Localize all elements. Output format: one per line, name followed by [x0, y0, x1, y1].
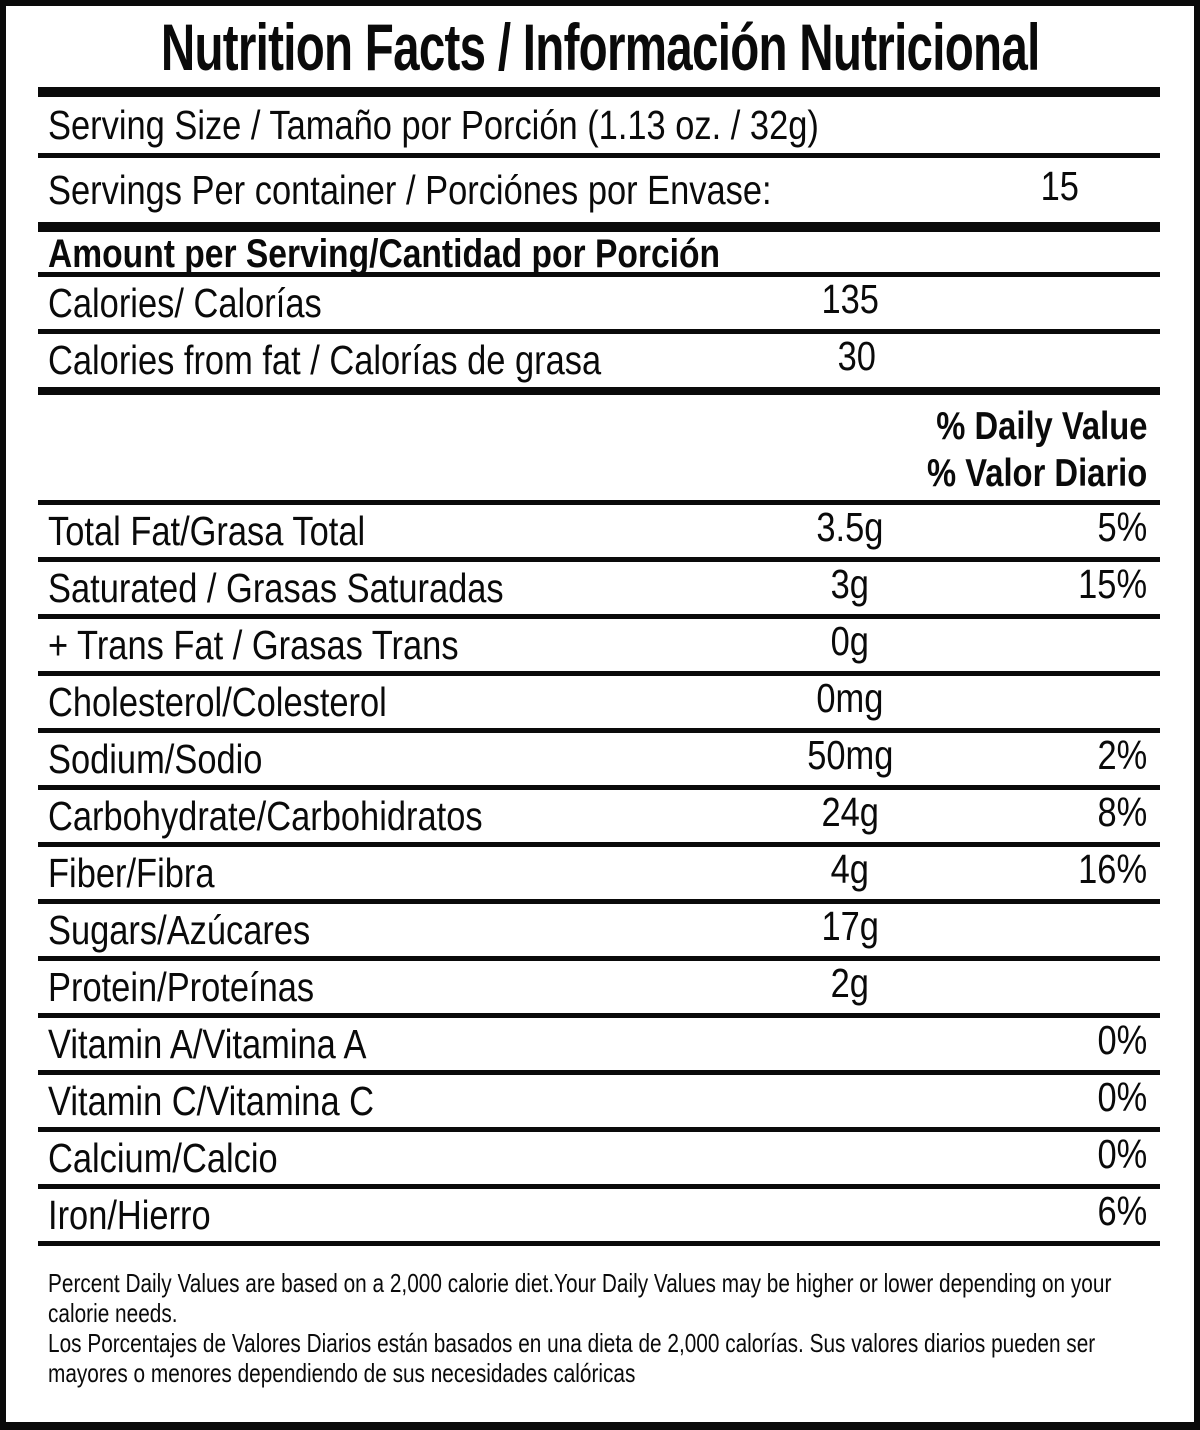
label-title: Nutrition Facts / Información Nutricional [160, 9, 1040, 84]
footnote-line: Percent Daily Values are based on a 2,000 calorie diet.Your Daily Values may be higher or lower depending on your [48, 1268, 1112, 1298]
nutrient-row [38, 1189, 1160, 1241]
nutrient-row [38, 505, 1160, 557]
calories-row [38, 277, 1160, 329]
footnote-line: calorie needs. [48, 1298, 178, 1328]
nutrient-label: Total Fat/Grasa Total [48, 507, 366, 554]
nutrient-amount: 3.5g [816, 503, 884, 550]
nutrient-daily-value: 16% [1078, 845, 1147, 892]
nutrient-amount: 0g [830, 617, 870, 664]
nutrient-row [38, 904, 1160, 956]
footnote-line: Los Porcentajes de Valores Diarios están basados en una dieta de 2,000 calorías. Sus valores diarios pueden ser [48, 1328, 1096, 1358]
nutrient-label: Saturated / Grasas Saturadas [48, 564, 504, 611]
nutrient-amount: 2g [830, 959, 870, 1006]
nutrient-amount: 4g [830, 845, 870, 892]
nutrients-section [38, 505, 1160, 1246]
calories-from-fat-value: 30 [837, 333, 876, 379]
nutrient-amount: 17g [821, 902, 879, 949]
nutrient-row [38, 619, 1160, 671]
daily-value-header-es: % Valor Diario [926, 452, 1147, 495]
nutrient-daily-value: 0% [1097, 1016, 1147, 1063]
nutrient-amount: 24g [821, 788, 879, 835]
thick-rule-top [38, 87, 1160, 97]
calories-from-fat-label: Calories from fat / Calorías de grasa [48, 337, 602, 383]
nutrient-label: Protein/Proteínas [48, 963, 315, 1010]
nutrient-daily-value: 0% [1097, 1073, 1147, 1120]
nutrient-label: Fiber/Fibra [48, 849, 215, 896]
nutrient-label: + Trans Fat / Grasas Trans [48, 621, 459, 668]
nutrient-row [38, 1075, 1160, 1127]
calories-value: 135 [821, 275, 879, 322]
nutrient-amount: 0mg [816, 674, 884, 721]
label-body [38, 87, 1160, 1388]
nutrient-label: Carbohydrate/Carbohidratos [48, 792, 483, 839]
nutrient-label: Sugars/Azúcares [48, 906, 311, 953]
nutrient-row [38, 790, 1160, 842]
nutrient-daily-value: 2% [1097, 731, 1147, 778]
serving-size-label: Serving Size / Tamaño por Porción (1.13 oz. / 32g) [48, 101, 819, 148]
nutrient-row [38, 676, 1160, 728]
nutrient-amount: 50mg [806, 731, 894, 778]
nutrient-row [38, 562, 1160, 614]
nutrient-row [38, 1132, 1160, 1184]
nutrient-daily-value: 8% [1097, 788, 1147, 835]
servings-per-container-value: 15 [1040, 162, 1079, 209]
thick-rule-calories [38, 387, 1160, 395]
label-title-row [6, 6, 1194, 87]
thick-rule-servings [38, 222, 1160, 232]
serving-size-row [38, 97, 1160, 153]
footnote [38, 1268, 1160, 1388]
nutrient-row [38, 1018, 1160, 1070]
nutrient-label: Calcium/Calcio [48, 1134, 278, 1181]
nutrient-label: Cholesterol/Colesterol [48, 678, 387, 725]
row-separator [38, 1241, 1160, 1246]
nutrient-row [38, 961, 1160, 1013]
calories-from-fat-row [38, 334, 1160, 387]
amount-per-serving-header: Amount per Serving/Cantidad por Porción [48, 232, 721, 276]
nutrient-daily-value: 15% [1078, 560, 1147, 607]
nutrient-label: Vitamin C/Vitamina C [48, 1077, 375, 1124]
nutrient-label: Sodium/Sodio [48, 735, 263, 782]
servings-per-container-label: Servings Per container / Porciónes por Envase: [48, 166, 772, 213]
nutrient-row [38, 733, 1160, 785]
nutrient-daily-value: 5% [1097, 503, 1147, 550]
nutrient-label: Vitamin A/Vitamina A [48, 1020, 367, 1067]
nutrient-daily-value: 0% [1097, 1130, 1147, 1177]
nutrient-amount: 3g [830, 560, 870, 607]
nutrient-row [38, 847, 1160, 899]
nutrient-label: Iron/Hierro [48, 1191, 211, 1238]
daily-value-header-en: % Daily Value [935, 405, 1147, 448]
servings-per-container-row [38, 158, 1160, 222]
footnote-line: mayores o menores dependiendo de sus necesidades calóricas [48, 1358, 636, 1388]
calories-label: Calories/ Calorías [48, 279, 322, 326]
amount-per-serving-header-row [38, 232, 1160, 276]
daily-value-header [38, 395, 1160, 500]
nutrient-daily-value: 6% [1097, 1187, 1147, 1234]
